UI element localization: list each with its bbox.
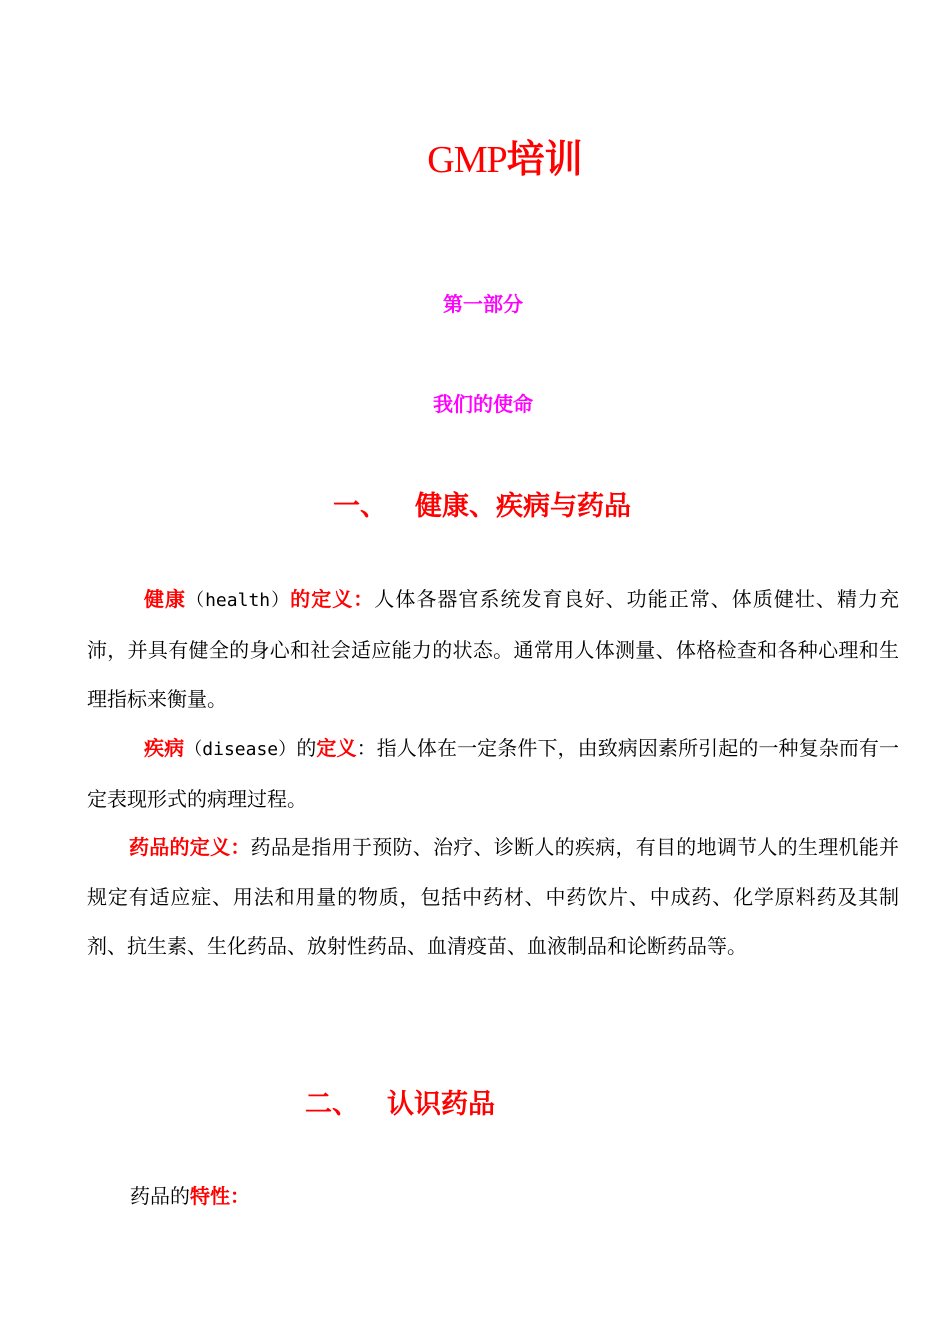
- drug-definition-text: 药品是指用于预防、治疗、诊断人的疾病，有目的地调节人的生理机能并规定有适应症、用法和用量的物质，包括中药材、中药饮片、中成药、化学原料药及其制剂、抗生素、生化药品、放射性药品、血清疫苗、血液制品和论断药品等。: [87, 835, 900, 959]
- section-1-number: 一、: [333, 491, 387, 522]
- drug-traits-line: [130, 1172, 250, 1222]
- disease-colon: ：: [356, 736, 377, 760]
- disease-definition-text: 指人体在一定条件下，由致病因素所引起的一种复杂而有一定表现形式的病理过程。: [87, 736, 900, 811]
- disease-term: 疾病: [144, 736, 185, 760]
- section-2-title: 认识药品: [387, 1089, 495, 1120]
- part-label: 第一部分: [443, 292, 523, 316]
- health-definition-paragraph: [87, 575, 899, 725]
- disease-paren: （disease）: [184, 739, 297, 760]
- health-paren: （health）: [186, 590, 291, 611]
- section-1-heading: [333, 484, 631, 523]
- drug-traits-prefix: 药品的: [130, 1184, 190, 1208]
- section-2-heading: [305, 1082, 495, 1121]
- section-2-number: 二、: [305, 1089, 359, 1120]
- health-definition-label: 的定义：: [290, 587, 375, 611]
- drug-traits-label: 特性：: [190, 1184, 250, 1208]
- disease-definition-paragraph: [87, 724, 899, 824]
- disease-definition-label: 定义: [316, 736, 357, 760]
- drug-definition-paragraph: [87, 823, 899, 972]
- section-1-title: 健康、疾病与药品: [415, 491, 631, 522]
- document-title-cjk: 培训: [506, 139, 583, 181]
- disease-connector: 的: [296, 736, 317, 760]
- mission-heading: 我们的使命: [433, 392, 533, 416]
- health-term: 健康: [144, 587, 187, 611]
- drug-definition-label: 药品的定义：: [129, 835, 251, 859]
- health-definition-text: 人体各器官系统发育良好、功能正常、体质健壮、精力充沛，并具有健全的身心和社会适应能力的状态。通常用人体测量、体格检查和各种心理和生理指标来衡量。: [87, 587, 900, 712]
- document-title: [0, 128, 950, 183]
- document-title-latin: GMP: [427, 139, 507, 181]
